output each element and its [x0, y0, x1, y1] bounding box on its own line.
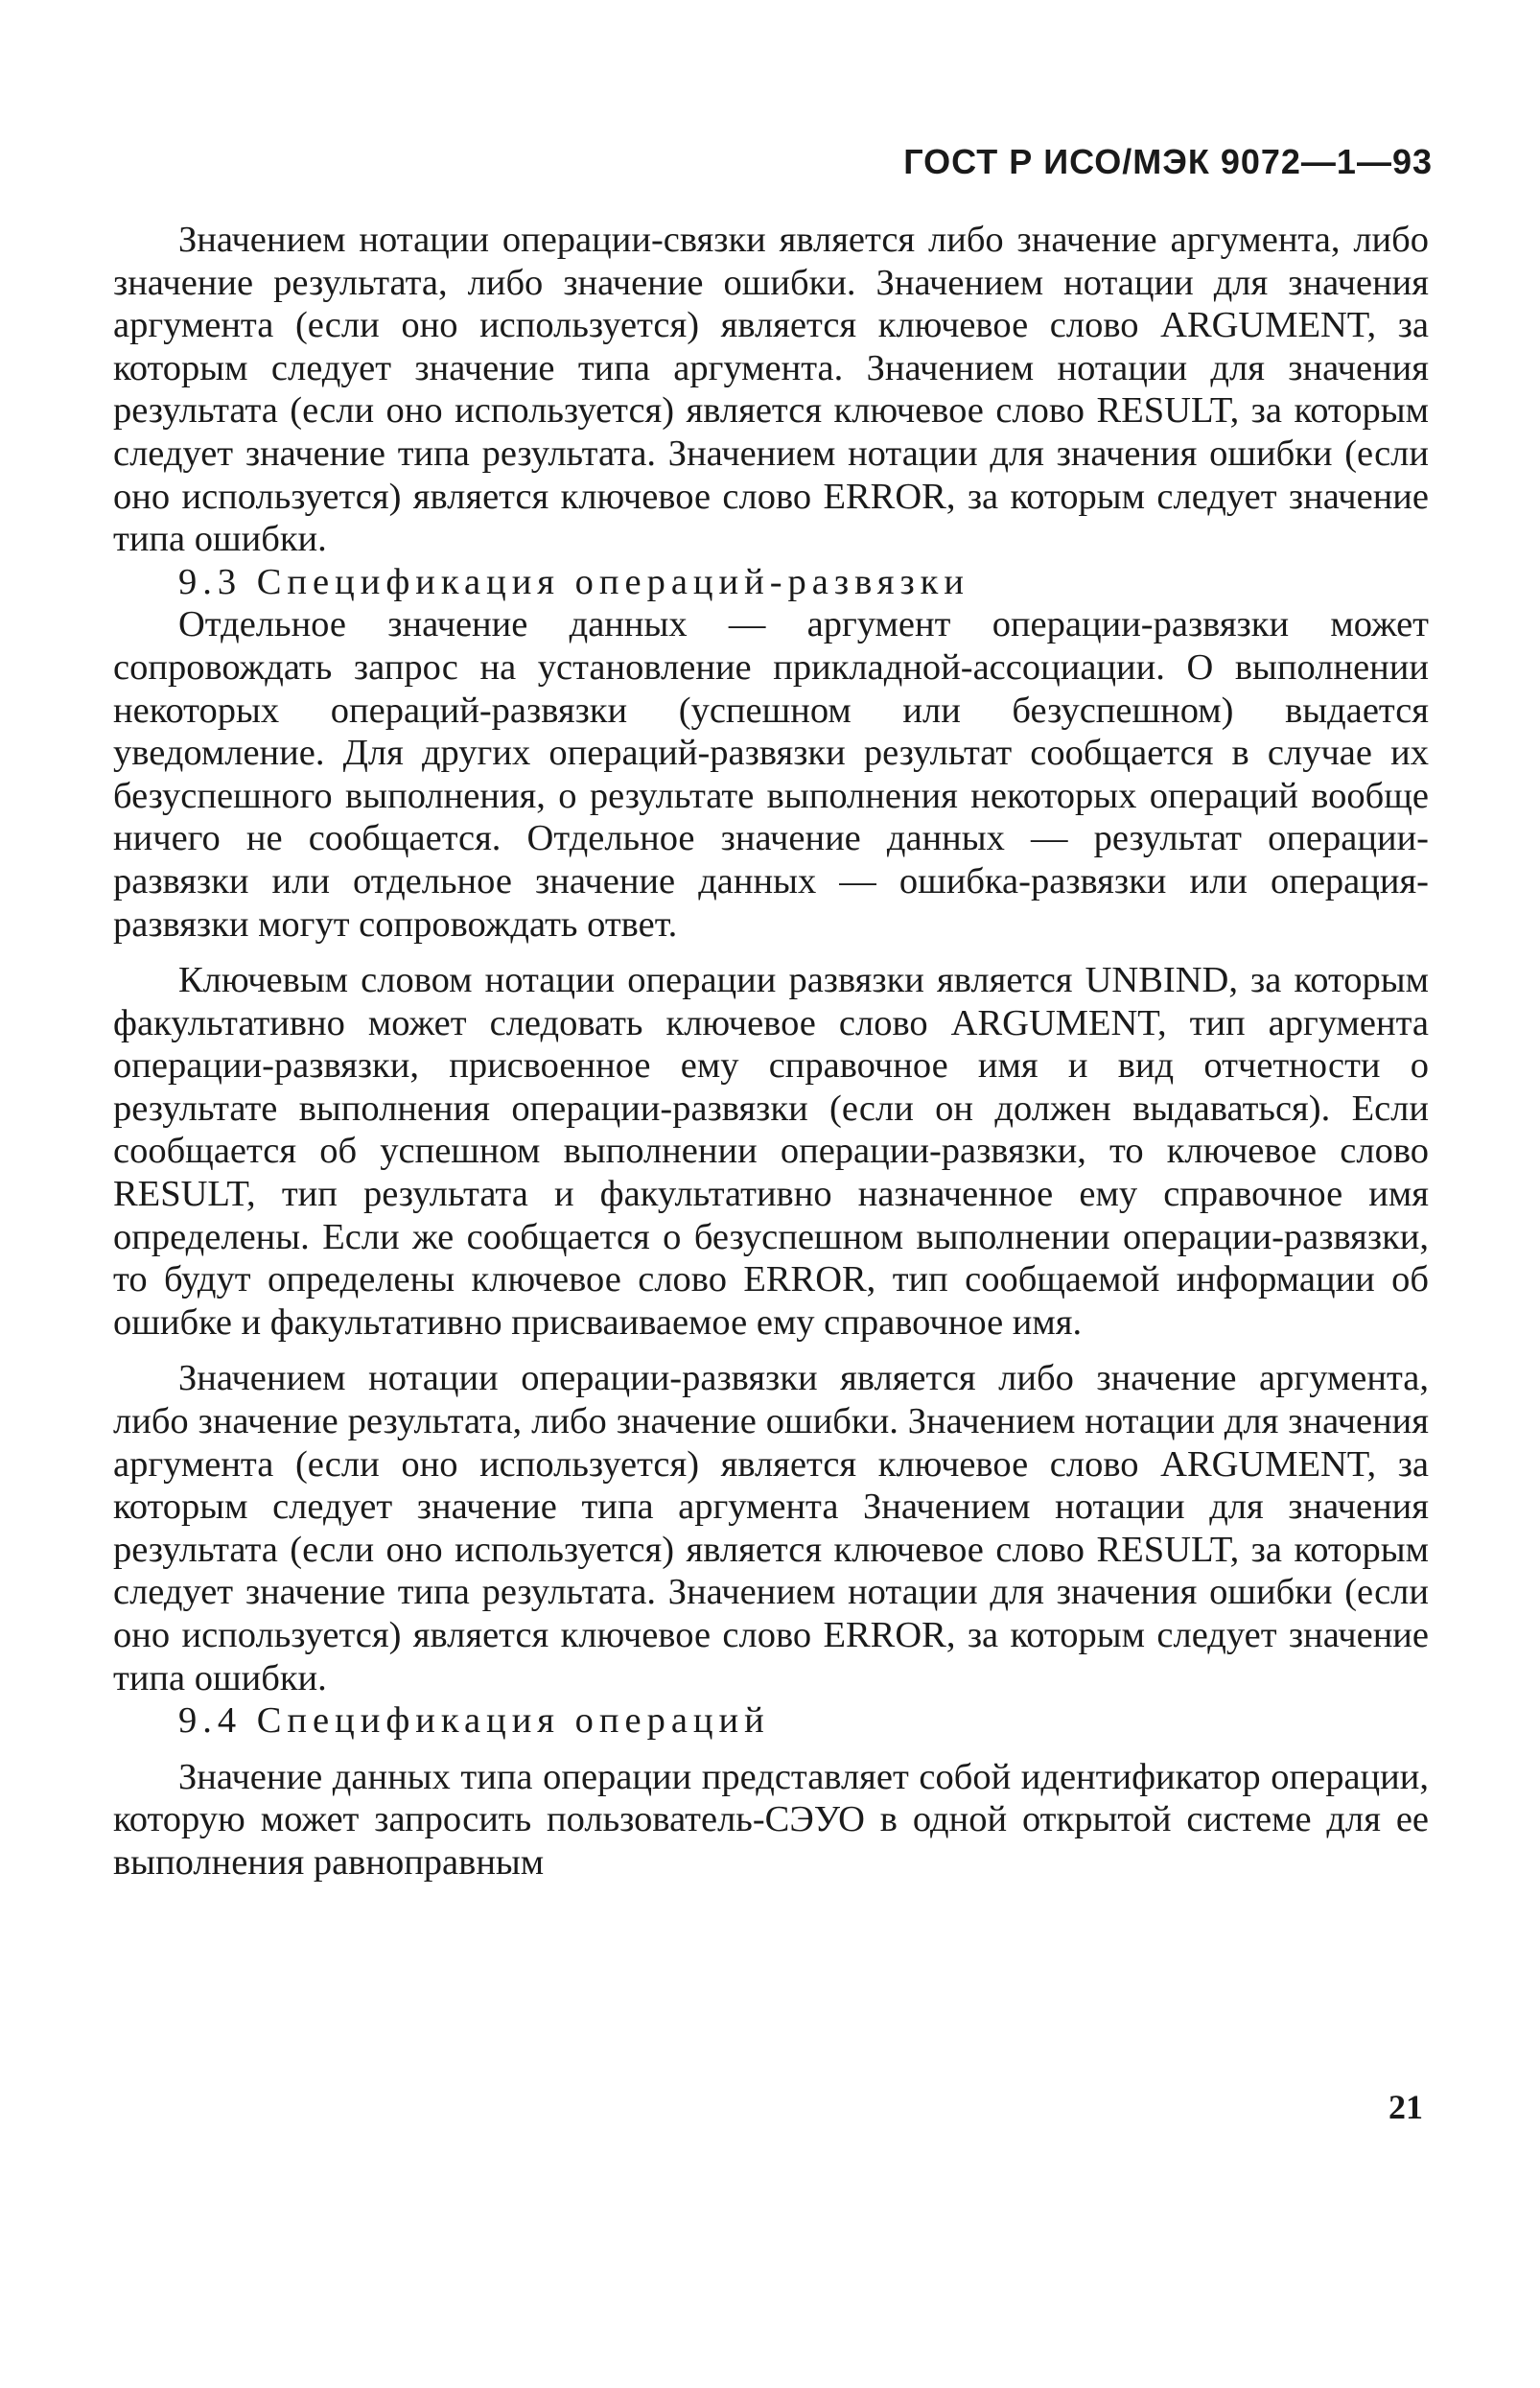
- paragraph-unbind-keyword: Ключевым словом нотации операции развязки является UNBIND, за которым факультативно может следовать ключевое слово ARGUMENT, тип аргумента операции-развязки, присвоенное ему справочное имя и вид отчетности о результате выполнения операции-развязки (если он должен выдаваться). Если сообщается об успешном выполнении операции-развязки, то ключевое слово RESULT, тип результата и факультативно назначенное ему справочное имя определены. Если же сообщается о безуспешном выполнении операции-развязки, то будут определены ключевое слово ERROR, тип сообщаемой информации об ошибке и факультативно присваиваемое ему справочное имя.: [113, 960, 1429, 1343]
- page-number: 21: [1388, 2088, 1423, 2126]
- document-header: ГОСТ Р ИСО/МЭК 9072—1—93: [903, 142, 1433, 181]
- paragraph-operations-spec: Значение данных типа операции представляет собой идентификатор операции, которую может запросить пользователь-СЭУО в одной открытой системе для ее выполнения равноправным: [113, 1756, 1429, 1883]
- paragraph-unbind-notation: Значением нотации операции-развязки является либо значение аргумента, либо значение результата, либо значение ошибки. Значением нотации для значения аргумента (если оно используется) является ключевое слово ARGUMENT, за которым следует значение типа аргумента Значением нотации для значения результата (если оно используется) является ключевое слово RESULT, за которым следует значение типа результата. Значением нотации для значения ошибки (если оно используется) является ключевое слово ERROR, за которым следует значение типа ошибки.: [113, 1358, 1429, 1698]
- section-heading-9-4: 9.4 Спецификация операций: [178, 1700, 770, 1742]
- paragraph-unbind-description: Отдельное значение данных — аргумент операции-развязки может сопровождать запрос на установление прикладной-ассоциации. О выполнении некоторых операций-развязки (успешном или безуспешном) выдается уведомление. Для других операций-развязки результат сообщается в случае их безуспешного выполнения, о результате выполнения некоторых операций вообще ничего не сообщается. Отдельное значение данных — результат операции-развязки или отдельное значение данных — ошибка-развязки или операция-развязки могут сопровождать ответ.: [113, 604, 1429, 945]
- section-heading-9-3: 9.3 Спецификация операций-развязки: [178, 561, 969, 602]
- paragraph-binding-notation: Значением нотации операции-связки является либо значение аргумента, либо значение результата, либо значение ошибки. Значением нотации для значения аргумента (если оно используется) является ключевое слово ARGUMENT, за которым следует значение типа аргумента. Значением нотации для значения результата (если оно используется) является ключевое слово RESULT, за которым следует значение типа результата. Значением нотации для значения ошибки (если оно используется) является ключевое слово ERROR, за которым следует значение типа ошибки.: [113, 220, 1429, 560]
- page-body: [113, 219, 1429, 1885]
